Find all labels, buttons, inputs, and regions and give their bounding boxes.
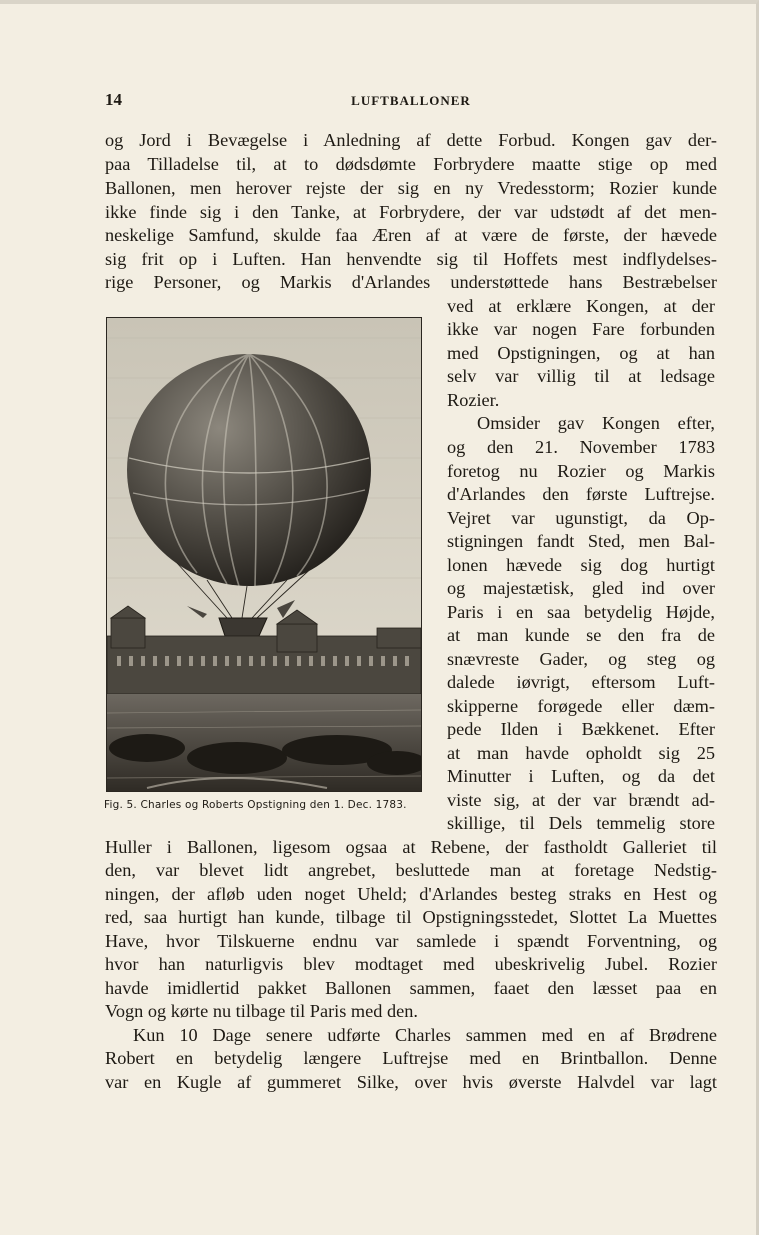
text-line: dalede iøvrigt, eftersom Luft- [447,672,715,692]
text-line: og den 21. November 1783 [447,437,715,457]
text-line: og majestætisk, gled ind over [447,578,715,598]
text-line: lonen hævede sig dog hurtigt [447,555,715,575]
text-line: Vogn og kørte nu tilbage til Paris med den. [105,1001,418,1021]
text-line: Minutter i Luften, og da det [447,766,715,786]
text-line: Vejret var ugunstigt, da Op- [447,508,715,528]
text-line: skillige, til Dels temmelig store [447,813,715,833]
text-line: foretog nu Rozier og Markis [447,461,715,481]
running-head [105,90,717,112]
text-line: pede Ilden i Bækkenet. Efter [447,719,715,739]
text-line: ningen, der afløb uden noget Uheld; d'Arlandes besteg straks en Hest og [105,884,717,904]
page-number: 14 [105,90,122,109]
text-line: neskelige Samfund, skulde faa Æren af at være de første, der hævede [105,225,717,245]
text-line: snævreste Gader, og steg og [447,649,715,669]
text-line: havde imidlertid pakket Ballonen sammen, faaet den læsset paa en [105,978,717,998]
text-line: d'Arlandes den første Luftrejse. [447,484,715,504]
text-line: ved at erklære Kongen, at der [447,296,715,316]
text-line: den, var blevet lidt angrebet, besluttede man at foretage Nedstig- [105,860,717,880]
text-line: Ballonen, men herover rejste der sig en ny Vredesstorm; Rozier kunde [105,178,717,198]
text-line: Paris i en saa betydelig Højde, [447,602,715,622]
balloon-illustration [107,318,421,791]
text-line: paa Tilladelse til, at to dødsdømte Forbrydere maatte stige op med [105,154,717,174]
text-line: Have, hvor Tilskuerne endnu var samlede i spændt Forventning, og [105,931,717,951]
text-line: Huller i Ballonen, ligesom ogsaa at Rebene, der fastholdt Galleriet til [105,837,717,857]
text-line: ikke var nogen Fare forbunden [447,319,715,339]
text-line: hvor han naturligvis blev modtaget med ubeskrivelig Jubel. Rozier [105,954,717,974]
running-title: LUFTBALLONER [351,93,471,108]
text-line: Omsider gav Kongen efter, [477,413,715,433]
text-line: skipperne forøgede eller dæm- [447,696,715,716]
text-line: red, saa hurtigt han kunde, tilbage til Opstigningsstedet, Slottet La Muettes [105,907,717,927]
text-line: at man kunde se den fra de [447,625,715,645]
text-line: var en Kugle af gummeret Silke, over hvis øverste Halvdel var lagt [105,1072,717,1092]
text-line: selv var villig til at ledsage [447,366,715,386]
text-line: Rozier. [447,390,500,410]
text-line: rige Personer, og Markis d'Arlandes understøttede hans Bestræbelser [105,272,717,292]
text-line: at man havde opholdt sig 25 [447,743,715,763]
text-line: stigningen fandt Sted, men Bal- [447,531,715,551]
text-line: og Jord i Bevægelse i Anledning af dette Forbud. Kongen gav der- [105,130,717,150]
text-line: ikke finde sig i den Tanke, at Forbrydere, der var udstødt af det men- [105,202,717,222]
text-line: Kun 10 Dage senere udførte Charles sammen med en af Brødrene [133,1025,717,1045]
text-line: Robert en betydelig længere Luftrejse med en Brintballon. Denne [105,1048,717,1068]
text-line: sig frit op i Luften. Han henvendte sig til Hoffets mest indflydelses- [105,249,717,269]
balloon-engraving [106,317,422,792]
figure-caption: Fig. 5. Charles og Roberts Opstigning den 1. Dec. 1783. [104,799,407,811]
text-line: med Opstigningen, og at han [447,343,715,363]
text-line: viste sig, at der var brændt ad- [447,790,715,810]
